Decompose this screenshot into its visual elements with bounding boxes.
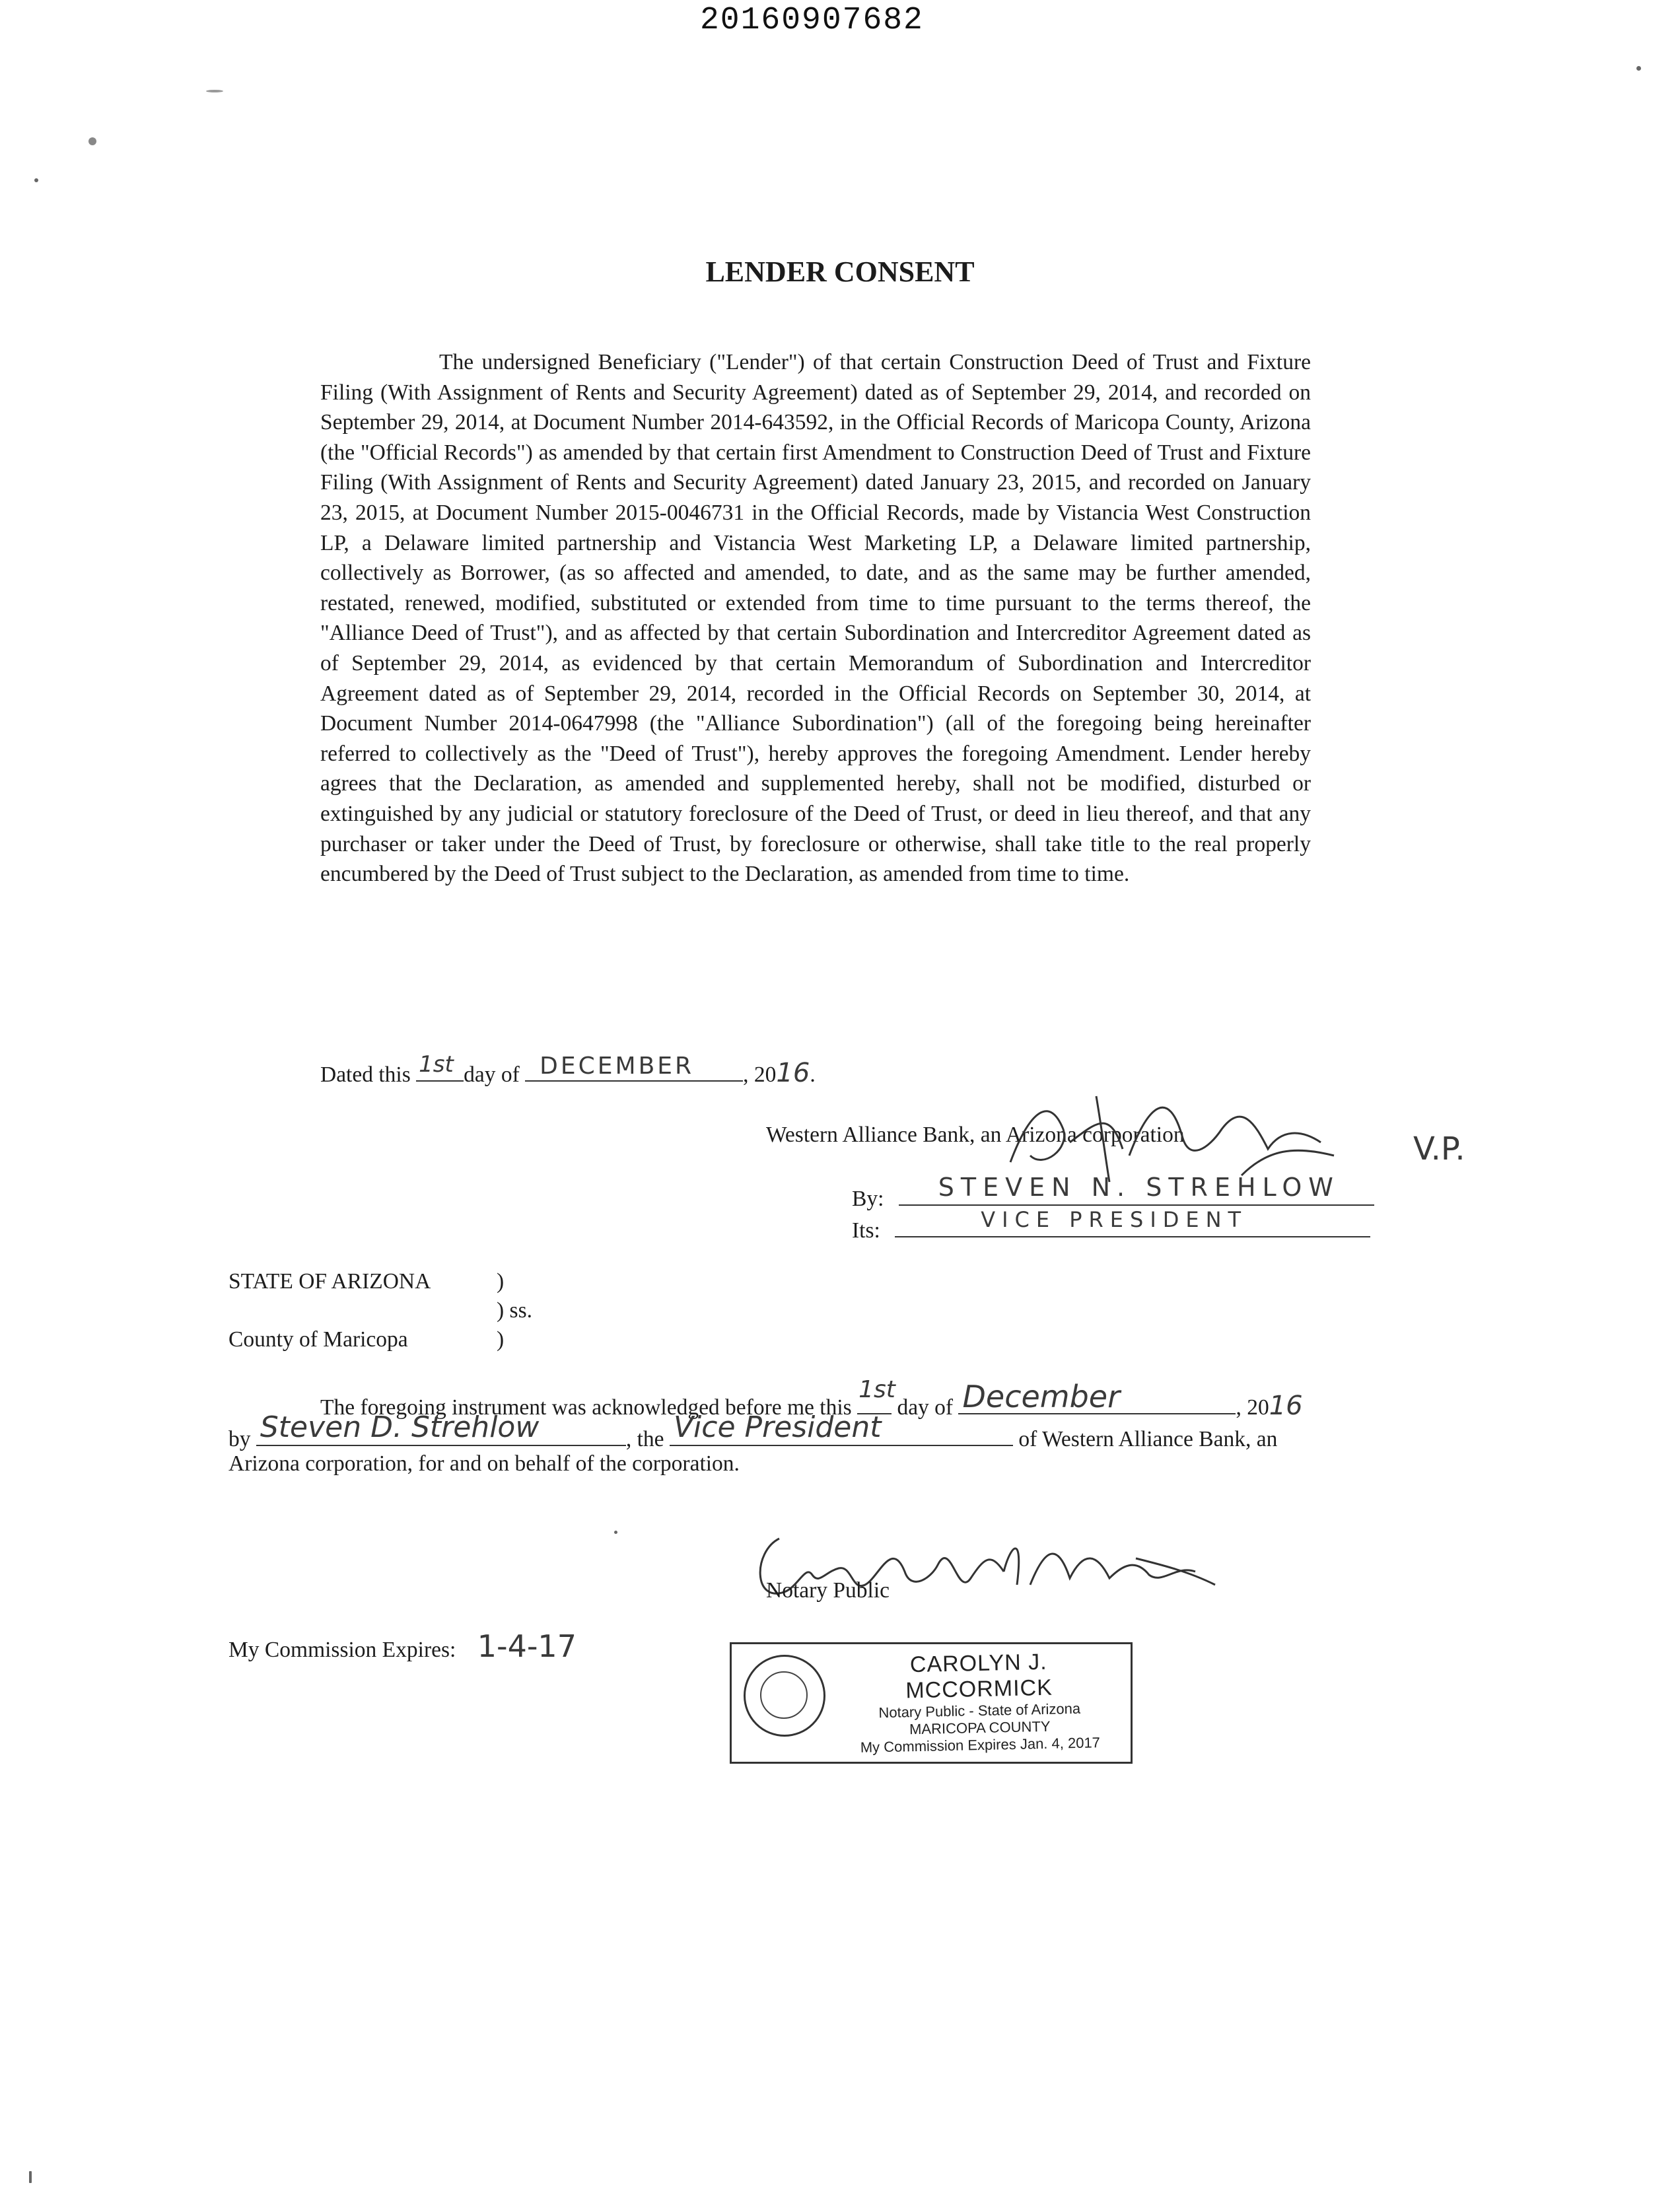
commission-line [228, 1628, 577, 1664]
scan-speck [1636, 66, 1641, 71]
scan-speck [88, 137, 96, 145]
its-row [852, 1207, 1370, 1243]
ack-line-2-end: of Western Alliance Bank, an [1018, 1427, 1278, 1451]
lender-signature-suffix: V.P. [1413, 1130, 1465, 1167]
stamp-line-2: MARICOPA COUNTY [909, 1718, 1051, 1738]
ack-day-of: day of [897, 1395, 954, 1420]
its-value: VICE PRESIDENT [981, 1207, 1248, 1232]
notary-signature [740, 1512, 1228, 1624]
scan-speck [206, 90, 223, 92]
document-title: LENDER CONSENT [705, 256, 975, 288]
by-value: STEVEN N. STREHLOW [938, 1173, 1340, 1202]
scan-speck [34, 178, 38, 182]
stamp-line-3: My Commission Expires Jan. 4, 2017 [860, 1734, 1101, 1756]
ack-line-2 [228, 1410, 1278, 1452]
dated-mid: day of [464, 1062, 520, 1087]
ack-day: 1st [858, 1376, 895, 1403]
dated-line [320, 1051, 816, 1088]
ack-the-label: , the [625, 1427, 664, 1451]
ack-year-prefix: , 20 [1236, 1395, 1269, 1420]
consent-paragraph: The undersigned Beneficiary ("Lender") of that certain Construction Deed of Trust and Fixture Filing (With Assignment of Rents and Security Agreement) dated as of September 29, 2014, and recorded on September 29, 2014, at Document Number 2014-643592, in the Official Records of Maricopa County, Arizona (the "Official Records") as amended by that certain first Amendment to Construction Deed of Trust and Fixture Filing (With Assignment of Rents and Security Agreement) dated January 23, 2015, and recorded on January 23, 2015, at Document Number 2015-0046731 in the Official Records, made by Vistancia West Construction LP, a Delaware limited partnership and Vistancia West Marketing LP, a Delaware limited partnership, collectively as Borrower, (as so affected and amended, to date, and as the same may be further amended, restated, renewed, modified, substituted or extended from time to time pursuant to the terms thereof, the "Alliance Deed of Trust"), and as affected by that certain Subordination and Intercreditor Agreement dated as of September 29, 2014, as evidenced by that certain Memorandum of Subordination and Intercreditor Agreement dated as of September 29, 2014, recorded in the Official Records on September 30, 2014, at Document Number 2014-0647998 (the "Alliance Subordination") (all of the foregoing being hereinafter referred to collectively as the "Deed of Trust"), hereby approves the foregoing Amendment. Lender hereby agrees that the Declaration, as amended and supplemented hereby, shall not be modified, disturbed or extinguished by any judicial or statutory foreclosure of the Deed of Trust, or deed in lieu thereof, and that any purchaser or taker under the Deed of Trust, by foreclosure or otherwise, shall take title to the real properly encumbered by the Deed of Trust subject to the Declaration, as amended from time to time. [320, 350, 1311, 887]
its-label: Its: [852, 1218, 880, 1243]
notary-seal-icon [744, 1655, 825, 1737]
commission-label: My Commission Expires: [228, 1638, 456, 1662]
ack-title-field [670, 1410, 1013, 1446]
ack-month: December [962, 1379, 1121, 1414]
ack-year: 16 [1269, 1391, 1303, 1421]
stamp-text [836, 1648, 1122, 1757]
stamp-line-1: Notary Public - State of Arizona [878, 1700, 1081, 1721]
ack-line-3: Arizona corporation, for and on behalf of the corporation. [228, 1451, 740, 1476]
dated-year-prefix: , 20 [743, 1062, 777, 1087]
lender-name-line: Western Alliance Bank, an Arizona corporation [766, 1123, 1185, 1147]
recording-number: 20160907682 [700, 3, 924, 38]
ack-name: Steven D. Strehlow [260, 1410, 540, 1444]
venue-ss: ) ss. [497, 1298, 532, 1323]
ack-title: Vice President [673, 1410, 882, 1444]
dated-day-field [416, 1051, 464, 1082]
scan-speck [29, 2171, 32, 2183]
its-field [895, 1207, 1370, 1237]
dated-year: 16 [776, 1058, 810, 1088]
notary-public-label: Notary Public [766, 1578, 890, 1603]
dated-month: DECEMBER [540, 1053, 695, 1080]
commission-value: 1-4-17 [477, 1628, 577, 1664]
notary-stamp [730, 1642, 1133, 1764]
stamp-notary-name: CAROLYN J. MCCORMICK [905, 1649, 1053, 1704]
dated-month-field [525, 1055, 743, 1082]
ack-name-field [256, 1410, 626, 1446]
venue-paren-1: ) [497, 1269, 505, 1294]
dated-prefix: Dated this [320, 1062, 411, 1087]
ack-by-label: by [228, 1427, 251, 1451]
venue-paren-2: ) [497, 1327, 505, 1352]
by-field [899, 1173, 1374, 1206]
venue-county: County of Maricopa [228, 1327, 408, 1352]
scan-speck [614, 1531, 617, 1534]
by-label: By: [852, 1187, 884, 1211]
dated-end: . [810, 1062, 816, 1087]
venue-state: STATE OF ARIZONA [228, 1269, 431, 1294]
ack-intro: The foregoing instrument was acknowledged before me this [320, 1395, 852, 1420]
ack-month-field [958, 1379, 1236, 1414]
dated-day: 1st [419, 1051, 454, 1078]
